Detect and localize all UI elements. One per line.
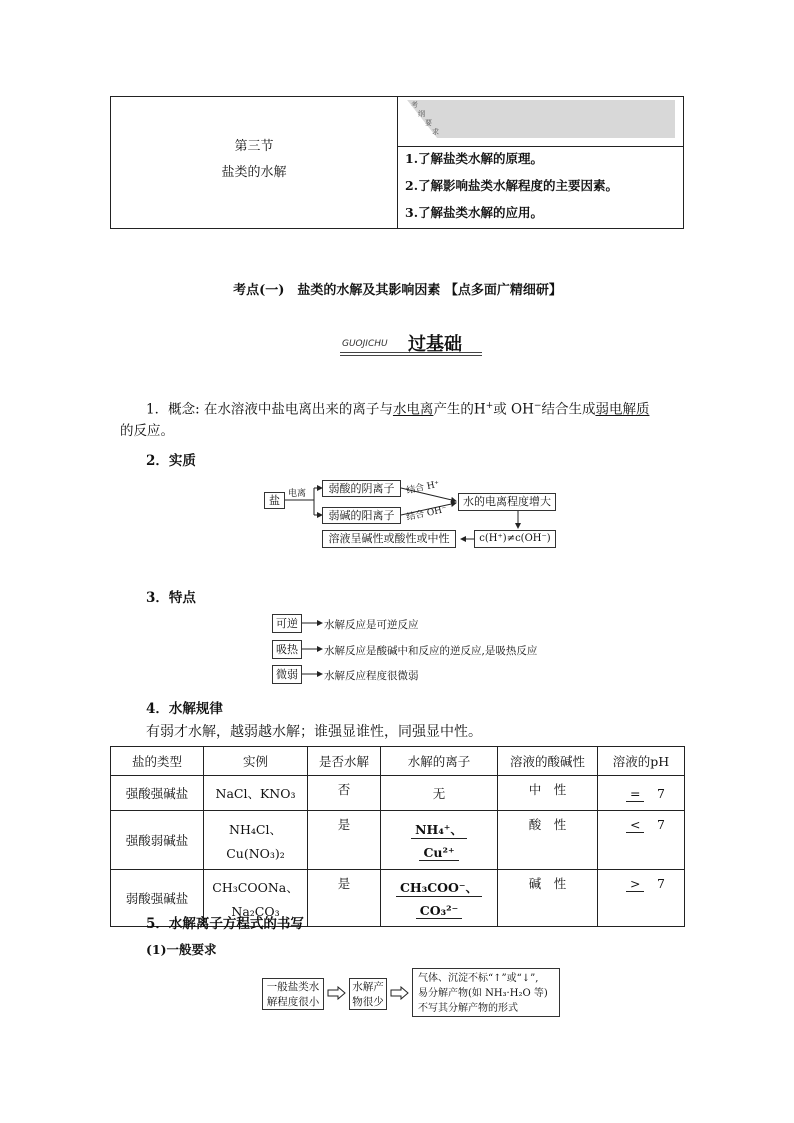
box-line: 易分解产物(如 NH₃·H₂O 等) [418,988,548,999]
acidity-cell: 酸 性 [498,811,598,870]
writing-rule-box [412,968,560,1017]
ph-cell [598,870,685,927]
box-line: 气体、沉淀不标“↑”或“↓”, [418,973,539,984]
table-header-row [111,747,685,776]
ionize-label: 电离 [288,489,307,499]
column-header: 溶液的酸碱性 [498,747,598,776]
ph-value: 7 [657,876,665,891]
column-header: 溶液的pH [598,747,685,776]
topic-title: 考点(一) 盐类的水解及其影响因素 【点多面广精细研】 [233,283,562,298]
divider [398,146,683,147]
acidity-cell: 碱 性 [498,870,598,927]
feature-tag: 吸热 [272,640,302,659]
box-line: 水解产 [352,981,384,993]
concept-text: 或 OH [493,401,534,418]
box-line: 物很少 [352,996,384,1008]
box-line: 不写其分解产物的形式 [418,1003,518,1014]
features-heading: 3．特点 [146,590,196,606]
banner-underline [340,352,482,353]
salt-type-cell: 弱酸强碱盐 [111,870,204,927]
ion-cell [381,811,498,870]
table-row [111,811,685,870]
example-cell [204,811,308,870]
rules-text: 有弱才水解，越弱越水解；谁强显谁性，同强显中性。 [146,724,482,740]
acidity-cell: 中 性 [498,776,598,811]
concept-text: 1．概念: 在水溶液中盐电离出来的离子与 [146,401,393,418]
section-cell [111,97,398,228]
column-header: 盐的类型 [111,747,204,776]
concept-blank: 弱电解质 [595,401,650,418]
banner-pinyin: GUOJICHU [342,339,388,349]
box-line: 一般盐类水 [266,981,320,993]
box-line: 解程度很小 [266,996,320,1008]
weak-base-cation-box: 弱碱的阳离子 [322,507,401,524]
ph-value: 7 [657,786,665,801]
ph-cell [598,776,685,811]
requirements-banner [407,100,675,138]
banner-text: 过基础 [408,334,462,355]
ion-blank: NH₄⁺、 [411,820,467,839]
feature-desc: 水解反应是酸碱中和反应的逆反应,是吸热反应 [324,645,538,657]
feature-tag: 可逆 [272,614,302,633]
concept-blank: 水电离 [392,401,434,418]
ion-blank: CH₃COO⁻、 [396,878,482,897]
rules-heading: 4．水解规律 [146,701,223,717]
column-header: 实例 [204,747,308,776]
superscript: − [533,401,542,411]
ion-line [381,878,497,897]
solution-state-box: 溶液呈碱性或酸性或中性 [322,530,456,548]
ion-line [381,820,497,839]
essence-heading: 2．实质 [146,453,196,469]
hydrolyze-cell: 否 [308,776,381,811]
section-number: 第三节 [234,139,274,154]
section-title: 盐类的水解 [221,165,287,180]
concept-text: 产生的H [433,401,486,418]
double-arrow-icon [327,986,347,1000]
small-hydrolysis-box [262,978,324,1010]
ion-cell: 无 [381,776,498,811]
ion-cell [381,870,498,927]
bind-h-label: 结合 H⁺ [405,479,441,497]
hydrolysis-rules-table [110,746,685,927]
ion-line [381,903,497,919]
example-line: Cu(NO₃)₂ [226,845,285,861]
example-line: Na₂CO₃ [231,903,280,919]
salt-type-cell: 强酸强碱盐 [111,776,204,811]
banner-char: 要 [425,119,432,127]
concentration-box: c(H⁺)≠c(OH⁻) [474,530,556,548]
example-line: NH₄Cl、 [229,821,282,837]
few-products-box [349,978,387,1010]
double-arrow-icon [390,986,410,1000]
salt-type-cell: 强酸弱碱盐 [111,811,204,870]
equations-diagram [262,968,562,1018]
bind-oh-label: 结合 OH⁻ [405,504,448,524]
ph-value: 7 [657,817,665,832]
table-row [111,776,685,811]
header-table [110,96,684,229]
weak-acid-anion-box: 弱酸的阴离子 [322,480,401,497]
water-ionization-box: 水的电离程度增大 [458,493,556,511]
concept-text: 结合生成 [541,401,596,418]
requirement-item: 1.了解盐类水解的原理。 [405,151,544,166]
concept-paragraph [146,393,686,423]
basics-banner [340,330,482,354]
banner-char: 求 [432,128,439,136]
example-line: CH₃COONa、 [212,879,299,895]
example-cell: NaCl、KNO₃ [204,776,308,811]
ph-sign: > [626,876,644,892]
feature-desc: 水解反应是可逆反应 [324,619,419,631]
feature-desc: 水解反应程度很微弱 [324,670,419,682]
hydrolyze-cell: 是 [308,811,381,870]
equations-subheading: (1)一般要求 [146,942,217,957]
banner-char: 纲 [418,110,425,118]
feature-tag: 微弱 [272,665,302,684]
requirement-item: 2.了解影响盐类水解程度的主要因素。 [405,178,619,193]
ph-sign: = [626,786,644,802]
essence-diagram [264,472,564,552]
ion-blank: Cu²⁺ [419,845,458,861]
superscript: + [485,401,494,411]
ph-sign: < [626,817,644,833]
features-diagram [272,613,562,689]
ion-line [381,845,497,861]
banner-char: 考 [411,101,418,109]
concept-tail: 的反应。 [120,423,174,439]
column-header: 水解的离子 [381,747,498,776]
equations-heading: 5．水解离子方程式的书写 [146,916,304,932]
hydrolyze-cell: 是 [308,870,381,927]
banner-underline [340,355,482,356]
ph-cell [598,811,685,870]
requirement-item: 3.了解盐类水解的应用。 [405,205,544,220]
column-header: 是否水解 [308,747,381,776]
salt-box: 盐 [264,492,285,509]
ion-blank: CO₃²⁻ [416,903,462,919]
